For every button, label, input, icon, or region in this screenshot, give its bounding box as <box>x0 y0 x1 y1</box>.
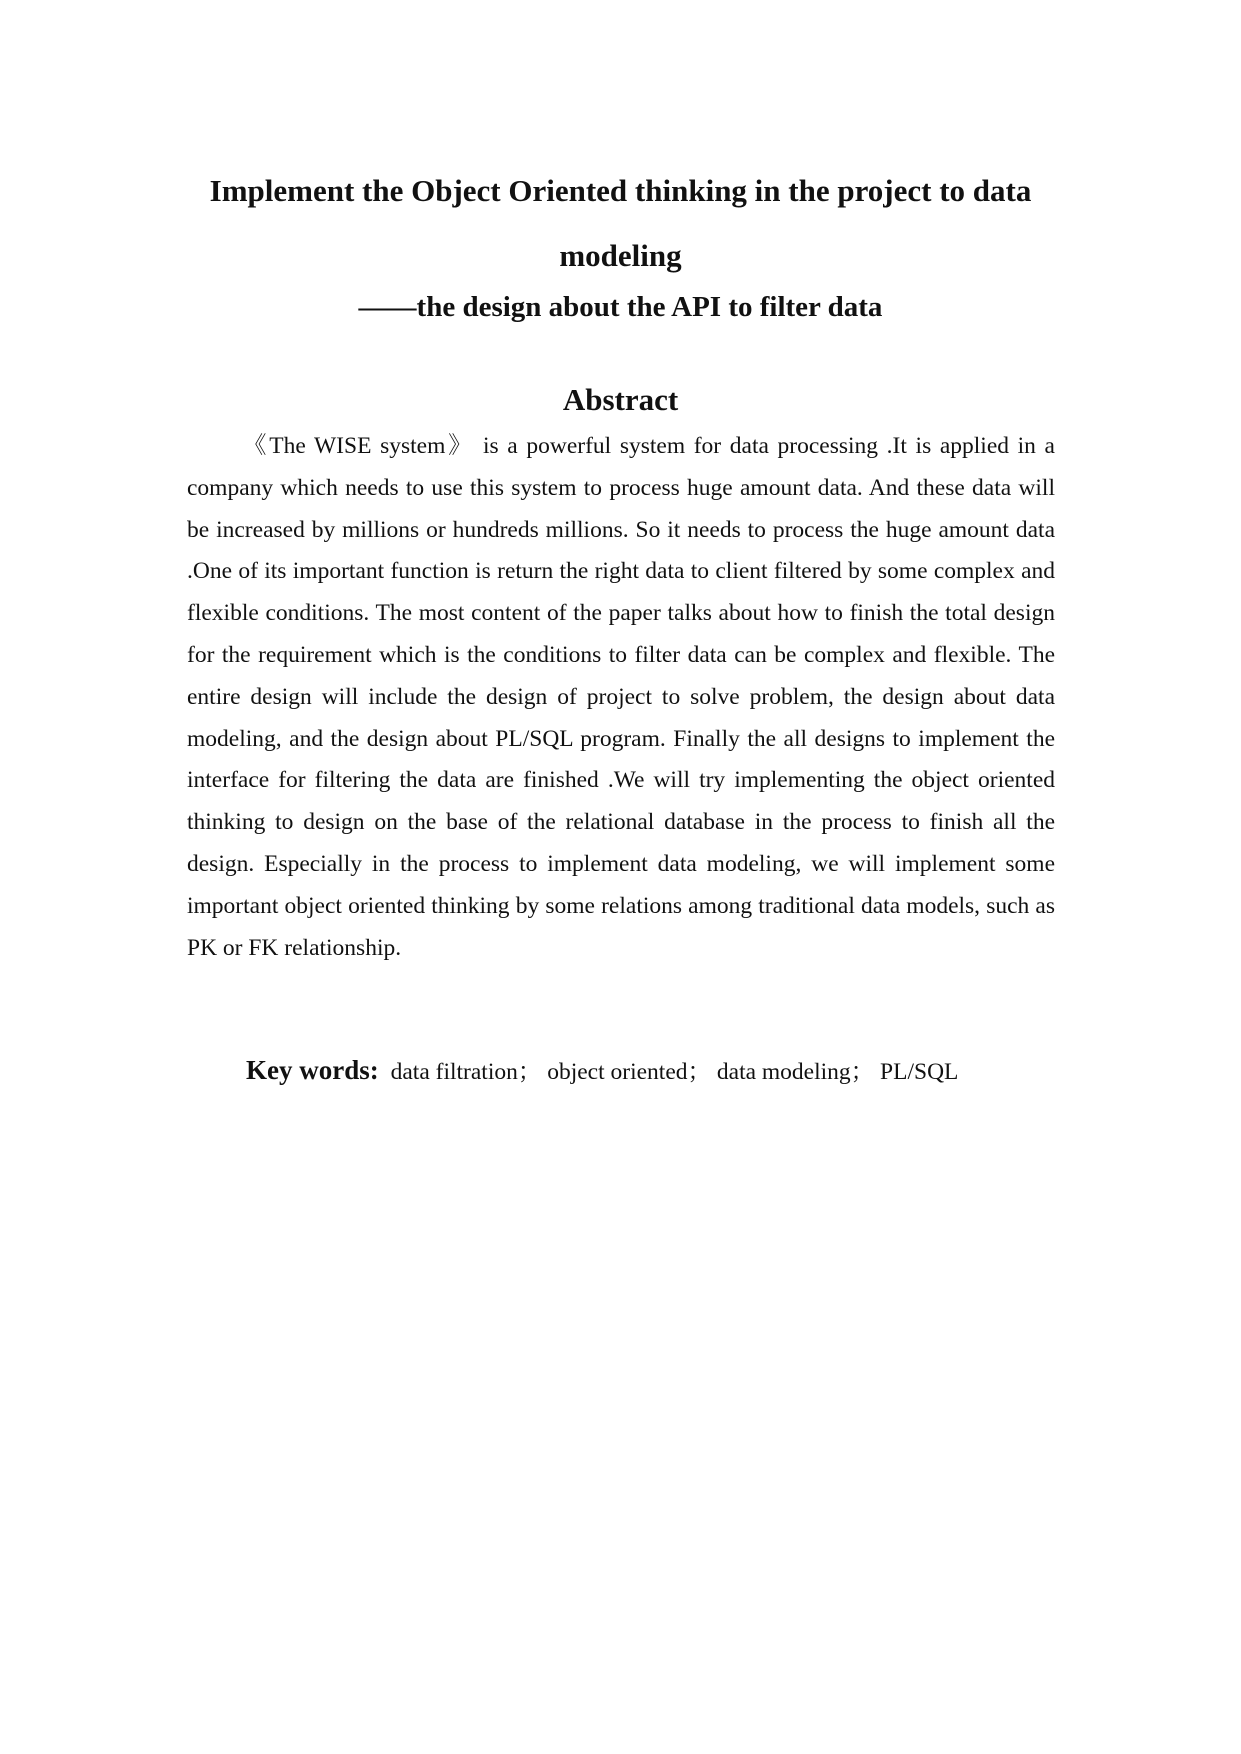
keywords-line <box>246 1050 1106 1092</box>
paper-title: Implement the Object Oriented thinking in the project to data modeling <box>209 173 1032 273</box>
keywords-label: Key words: <box>246 1055 379 1085</box>
abstract-heading: Abstract <box>562 382 679 417</box>
keywords-text: data filtration； object oriented； data modeling； PL/SQL <box>390 1059 959 1085</box>
title-block <box>150 158 1091 327</box>
abstract-body: 《The WISE system》 is a powerful system for data processing .It is applied in a company which needs to use this system to process huge amount data. And these data will be increased by millions or hundreds millions. So it needs to process the huge amount data .One of its important function is return the right data to client filtered by some complex and flexible conditions. The most content of the paper talks about how to finish the total design for the requirement which is the conditions to filter data can be complex and flexible. The entire design will include the design of project to solve problem, the design about data modeling, and the design about PL/SQL program. Finally the all designs to implement the interface for filtering the data are finished .We will try implementing the object oriented thinking to design on the base of the relational database in the process to finish all the design. Especially in the process to implement data modeling, we will implement some important object oriented thinking by some relations among traditional data models, such as PK or FK relationship. <box>187 433 1055 961</box>
paper-subtitle: ——the design about the API to filter data <box>358 291 883 323</box>
